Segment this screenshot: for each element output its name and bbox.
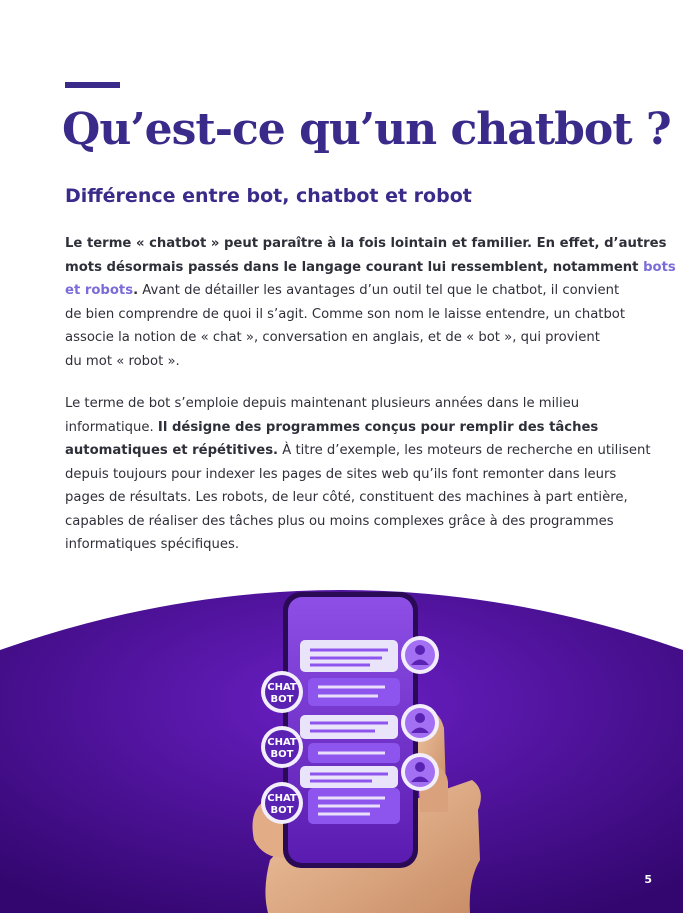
text-line: Le terme de bot s’emploie depuis maintenant plusieurs années dans le milieu xyxy=(65,396,580,411)
text-span: informatique. xyxy=(65,419,158,435)
chatbot-badge-icon xyxy=(261,726,303,768)
accent-bar xyxy=(65,82,120,88)
section-heading: Différence entre bot, chatbot et robot xyxy=(65,185,472,207)
badge-text-line2: BOT xyxy=(270,805,294,816)
chatbot-badges xyxy=(261,671,303,824)
message-bubble xyxy=(300,715,398,739)
text-span: . xyxy=(133,283,139,298)
message-bubble xyxy=(308,678,400,706)
text-span: Il désigne des programmes conçus pour remplir des tâches xyxy=(157,419,599,435)
text-span: mots désormais passés dans le langage courant lui ressemblent, notamment xyxy=(65,259,644,275)
user-avatar-icon xyxy=(401,636,439,674)
chat-messages xyxy=(300,640,400,824)
bot-definition-paragraph xyxy=(65,392,651,557)
badge-text-line2: BOT xyxy=(270,694,294,705)
message-bubble xyxy=(300,766,398,788)
text-line: pages de résultats. Les robots, de leur côté, constituent des machines à part entière, xyxy=(65,490,628,505)
text-span: À titre d’exemple, les moteurs de recherche en utilisent xyxy=(278,443,651,458)
bots-link[interactable]: bots xyxy=(643,259,676,275)
text-line: associe la notion de « chat », conversation en anglais, et de « bot », qui provient xyxy=(65,330,600,345)
badge-text-line1: CHAT xyxy=(267,737,297,748)
user-avatar-icon xyxy=(401,753,439,791)
text-line: depuis toujours pour indexer les pages de sites web qu’ils font remonter dans leurs xyxy=(65,466,617,482)
badge-text-line2: BOT xyxy=(270,749,294,760)
badge-text-line1: CHAT xyxy=(267,793,297,804)
text-line: du mot « robot ». xyxy=(65,353,180,369)
text-span: Le terme « chatbot » peut paraître à la fois lointain et familier. En effet, d’autres xyxy=(65,236,667,251)
text-line: de bien comprendre de quoi il s’agit. Comme son nom le laisse entendre, un chatbot xyxy=(65,306,626,322)
intro-paragraph xyxy=(65,232,676,373)
chatbot-badge-icon xyxy=(261,782,303,824)
badge-text-line1: CHAT xyxy=(267,682,297,693)
text-line: informatiques spécifiques. xyxy=(65,537,240,552)
page-number: 5 xyxy=(644,873,652,886)
user-avatars xyxy=(401,636,439,791)
text-span: automatiques et répétitives. xyxy=(65,443,279,458)
chatbot-badge-icon xyxy=(261,671,303,713)
chatbot-illustration xyxy=(0,560,683,913)
page-title: Qu’est-ce qu’un chatbot ? xyxy=(62,104,671,155)
message-bubble xyxy=(300,640,398,672)
text-line: capables de réaliser des tâches plus ou moins complexes grâce à des programmes xyxy=(65,513,614,529)
user-avatar-icon xyxy=(401,704,439,742)
text-span: Avant de détailler les avantages d’un outil tel que le chatbot, il convient xyxy=(138,283,620,298)
robots-link[interactable]: et robots xyxy=(65,283,134,298)
